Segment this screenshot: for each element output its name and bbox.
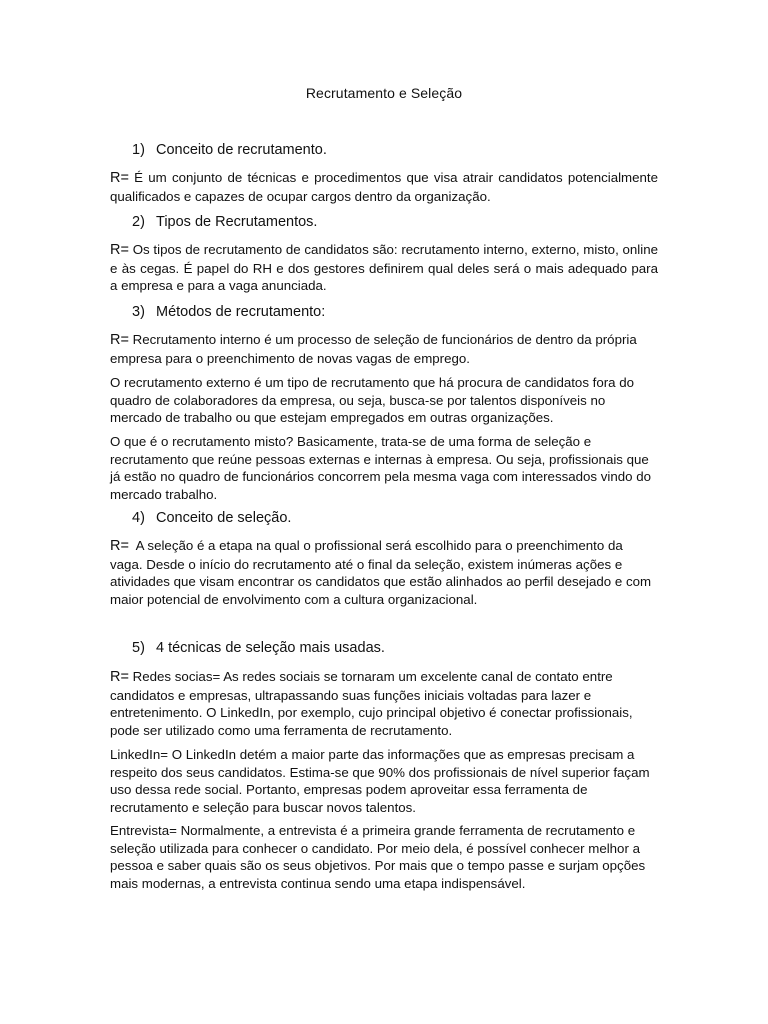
section-5-paragraph-3	[110, 822, 658, 892]
section-heading-3	[132, 304, 325, 320]
section-5-paragraph-1	[110, 668, 658, 739]
paragraph-text: Redes socias= As redes sociais se tornaram um excelente canal de contato entre candidatos e empresas, ultrapassando suas funções iniciais voltadas para lazer e entretenimento. O LinkedIn, por exemplo, cujo principal objetivo é conectar profissionais, pode ser utilizado como uma ferramenta de recrutamento.	[110, 669, 633, 738]
section-heading-text: 4 técnicas de seleção mais usadas.	[156, 640, 385, 656]
answer-prefix: R=	[110, 242, 129, 258]
section-3-paragraph-2	[110, 374, 658, 427]
paragraph-text: O recrutamento externo é um tipo de recrutamento que há procura de candidatos fora do quadro de colaboradores da empresa, ou seja, busca-se por talentos disponíveis no mercado de trabalho ou que estejam empregados em outras organizações.	[110, 375, 635, 426]
section-4-paragraph	[110, 537, 658, 608]
section-number: 4)	[132, 510, 145, 526]
section-heading-1	[132, 142, 327, 158]
section-number: 1)	[132, 142, 145, 158]
section-heading-text: Conceito de recrutamento.	[156, 142, 327, 158]
section-heading-text: Conceito de seleção.	[156, 510, 292, 526]
section-5-paragraph-2	[110, 746, 658, 816]
section-heading-text: Tipos de Recrutamentos.	[156, 214, 318, 230]
section-heading-2	[132, 214, 317, 230]
section-3-paragraph-3	[110, 433, 658, 503]
paragraph-text: Entrevista= Normalmente, a entrevista é a primeira grande ferramenta de recrutamento e seleção utilizada para conhecer o candidato. Por meio dela, é possível conhecer melhor a pessoa e saber quais são os seus objetivos. Por mais que o tempo passe e surjam opções mais modernas, a entrevista continua sendo uma etapa indispensável.	[110, 823, 646, 891]
paragraph-text: LinkedIn= O LinkedIn detém a maior parte das informações que as empresas precisam a respeito dos seus candidatos. Estima-se que 90% dos profissionais de nível superior façam uso dessa rede social. Portanto, empresas podem aproveitar essa ferramenta de recrutamento e seleção para buscar novos talentos.	[110, 747, 650, 815]
section-heading-text: Métodos de recrutamento:	[156, 304, 326, 320]
answer-prefix: R=	[110, 170, 129, 186]
section-number: 3)	[132, 304, 145, 320]
answer-prefix: R=	[110, 538, 129, 554]
paragraph-text: A seleção é a etapa na qual o profissional será escolhido para o preenchimento da vaga. Desde o início do recrutamento até o final da seleção, existem inúmeras ações e atividades que visam encontrar os candidatos que estão alinhados ao perfil desejado e com maior potencial de envolvimento com a cultura organizacional.	[110, 538, 655, 607]
answer-prefix: R=	[110, 669, 129, 685]
paragraph-text: É um conjunto de técnicas e procedimentos que visa atrair candidatos potencialmente qualificados e capazes de ocupar cargos dentro da organização.	[110, 170, 658, 204]
paragraph-text: Os tipos de recrutamento de candidatos são: recrutamento interno, externo, misto, online e às cegas. É papel do RH e dos gestores definirem qual deles será o mais adequado para a empresa e para a vaga anunciada.	[110, 242, 658, 294]
section-number: 2)	[132, 214, 145, 230]
section-number: 5)	[132, 640, 145, 656]
section-heading-4	[132, 510, 291, 526]
document-title: Recrutamento e Seleção	[305, 85, 463, 101]
section-heading-5	[132, 640, 385, 656]
section-3-paragraph-1	[110, 331, 658, 367]
paragraph-text: O que é o recrutamento misto? Basicamente, trata-se de uma forma de seleção e recrutamento que reúne pessoas externas e internas à empresa. Ou seja, profissionais que já estão no quadro de funcionários concorrem pela mesma vaga com interessados vindo do mercado trabalho.	[110, 434, 652, 502]
paragraph-text: Recrutamento interno é um processo de seleção de funcionários de dentro da própria empresa para o preenchimento de novas vagas de emprego.	[110, 332, 637, 366]
section-1-paragraph	[110, 169, 658, 205]
answer-prefix: R=	[110, 332, 129, 348]
section-2-paragraph	[110, 241, 658, 295]
